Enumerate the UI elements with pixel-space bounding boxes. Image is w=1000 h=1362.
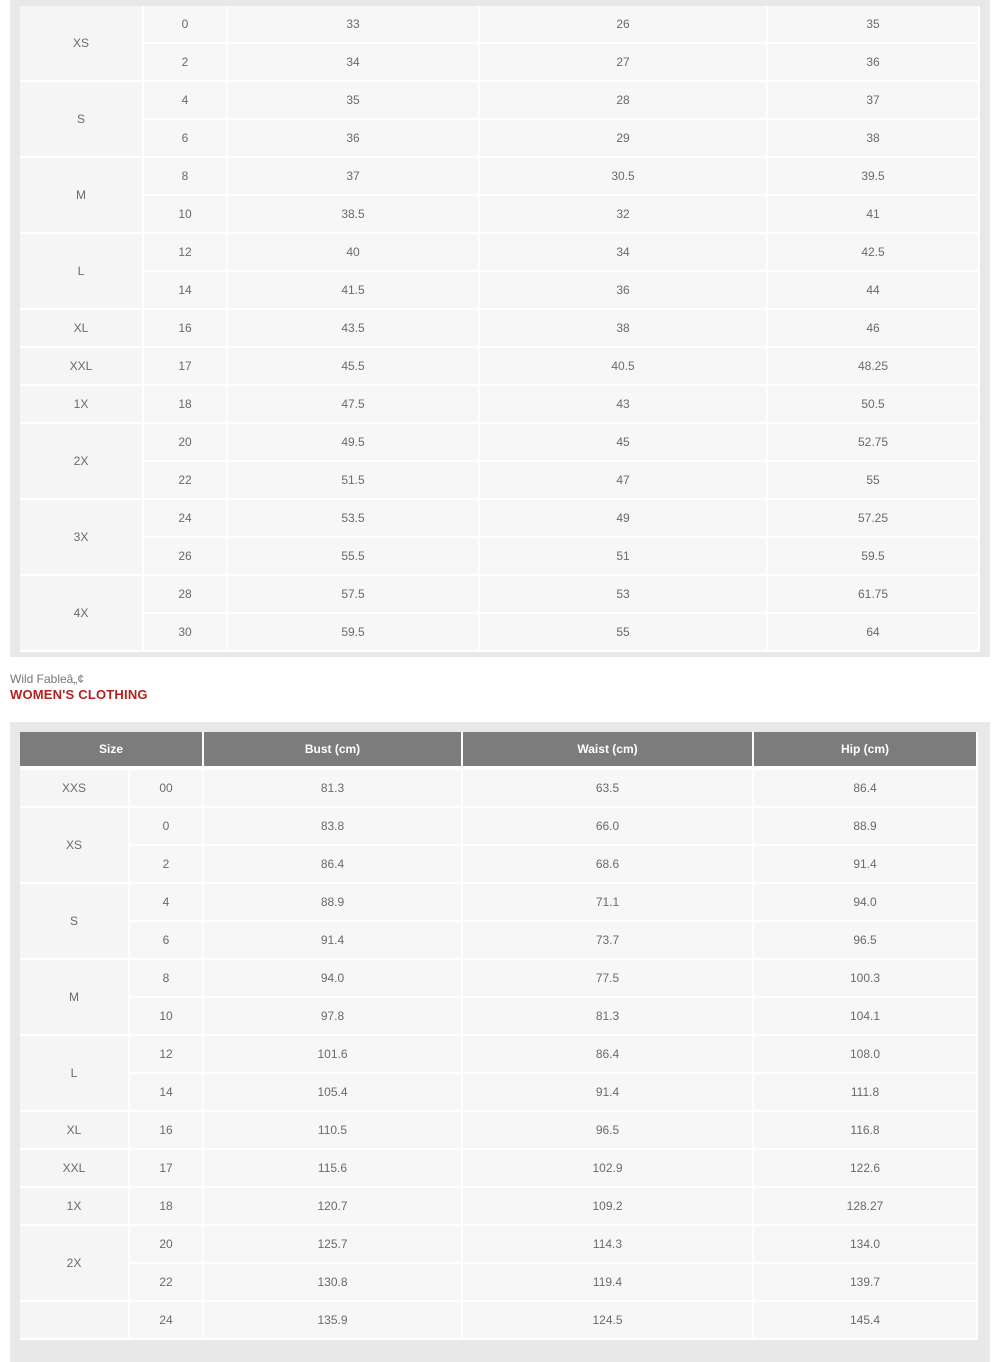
waist-cell: 102.9	[463, 1150, 754, 1188]
us-size-cell: 24	[144, 500, 228, 538]
table-row	[20, 272, 980, 310]
bust-cell: 34	[228, 44, 480, 82]
bust-cell: 51.5	[228, 462, 480, 500]
table-row	[20, 348, 980, 386]
us-size-cell: 8	[130, 960, 204, 998]
waist-cell: 124.5	[463, 1302, 754, 1340]
header-hip: Hip (cm)	[754, 732, 978, 770]
us-size-cell: 14	[130, 1074, 204, 1112]
size-chart-cm-table	[20, 732, 978, 1340]
hip-cell: 145.4	[754, 1302, 978, 1340]
hip-cell: 86.4	[754, 770, 978, 808]
hip-cell: 108.0	[754, 1036, 978, 1074]
size-chart-cm-body	[20, 770, 978, 1340]
bust-cell: 94.0	[204, 960, 463, 998]
hip-cell: 46	[768, 310, 980, 348]
table-row	[20, 310, 980, 348]
hip-cell: 88.9	[754, 808, 978, 846]
bust-cell: 110.5	[204, 1112, 463, 1150]
size-label-cell: L	[20, 1036, 130, 1112]
bust-cell: 105.4	[204, 1074, 463, 1112]
bust-cell: 135.9	[204, 1302, 463, 1340]
bust-cell: 120.7	[204, 1188, 463, 1226]
table-row	[20, 1188, 978, 1226]
waist-cell: 53	[480, 576, 768, 614]
waist-cell: 36	[480, 272, 768, 310]
table-row	[20, 846, 978, 884]
waist-cell: 63.5	[463, 770, 754, 808]
hip-cell: 38	[768, 120, 980, 158]
us-size-cell: 28	[144, 576, 228, 614]
waist-cell: 26	[480, 6, 768, 44]
bust-cell: 88.9	[204, 884, 463, 922]
table-row	[20, 538, 980, 576]
us-size-cell: 8	[144, 158, 228, 196]
hip-cell: 59.5	[768, 538, 980, 576]
us-size-cell: 12	[130, 1036, 204, 1074]
hip-cell: 61.75	[768, 576, 980, 614]
us-size-cell: 20	[130, 1226, 204, 1264]
bust-cell: 55.5	[228, 538, 480, 576]
us-size-cell: 18	[130, 1188, 204, 1226]
table-row	[20, 1036, 978, 1074]
waist-cell: 71.1	[463, 884, 754, 922]
size-label-cell: XS	[20, 6, 144, 82]
waist-cell: 47	[480, 462, 768, 500]
bust-cell: 57.5	[228, 576, 480, 614]
size-label-cell: 4X	[20, 576, 144, 652]
size-chart-inches-panel	[10, 0, 990, 657]
waist-cell: 30.5	[480, 158, 768, 196]
us-size-cell: 12	[144, 234, 228, 272]
hip-cell: 57.25	[768, 500, 980, 538]
waist-cell: 91.4	[463, 1074, 754, 1112]
hip-cell: 64	[768, 614, 980, 652]
us-size-cell: 17	[144, 348, 228, 386]
size-label-cell: L	[20, 234, 144, 310]
table-row	[20, 922, 978, 960]
size-label-cell: 2X	[20, 424, 144, 500]
size-label-cell: XXL	[20, 1150, 130, 1188]
hip-cell: 104.1	[754, 998, 978, 1036]
hip-cell: 100.3	[754, 960, 978, 998]
size-label-cell: 1X	[20, 386, 144, 424]
hip-cell: 42.5	[768, 234, 980, 272]
waist-cell: 77.5	[463, 960, 754, 998]
hip-cell: 116.8	[754, 1112, 978, 1150]
us-size-cell: 0	[130, 808, 204, 846]
waist-cell: 73.7	[463, 922, 754, 960]
waist-cell: 86.4	[463, 1036, 754, 1074]
us-size-cell: 10	[130, 998, 204, 1036]
bust-cell: 33	[228, 6, 480, 44]
hip-cell: 37	[768, 82, 980, 120]
header-size: Size	[20, 732, 204, 770]
table-row	[20, 6, 980, 44]
waist-cell: 55	[480, 614, 768, 652]
waist-cell: 32	[480, 196, 768, 234]
size-chart-cm-panel	[10, 722, 990, 1362]
waist-cell: 68.6	[463, 846, 754, 884]
bust-cell: 83.8	[204, 808, 463, 846]
us-size-cell: 16	[144, 310, 228, 348]
waist-cell: 40.5	[480, 348, 768, 386]
size-chart-inches-table	[20, 6, 980, 652]
table-row	[20, 1264, 978, 1302]
table-row	[20, 960, 978, 998]
size-label-cell: M	[20, 158, 144, 234]
size-label-cell: 2X	[20, 1226, 130, 1302]
hip-cell: 50.5	[768, 386, 980, 424]
waist-cell: 29	[480, 120, 768, 158]
size-label-cell	[20, 1302, 130, 1340]
waist-cell: 38	[480, 310, 768, 348]
bust-cell: 40	[228, 234, 480, 272]
hip-cell: 96.5	[754, 922, 978, 960]
us-size-cell: 10	[144, 196, 228, 234]
header-row	[20, 732, 978, 770]
waist-cell: 114.3	[463, 1226, 754, 1264]
table-row	[20, 462, 980, 500]
bust-cell: 49.5	[228, 424, 480, 462]
us-size-cell: 0	[144, 6, 228, 44]
us-size-cell: 17	[130, 1150, 204, 1188]
us-size-cell: 30	[144, 614, 228, 652]
bust-cell: 47.5	[228, 386, 480, 424]
table-row	[20, 614, 980, 652]
size-label-cell: S	[20, 884, 130, 960]
us-size-cell: 24	[130, 1302, 204, 1340]
size-label-cell: M	[20, 960, 130, 1036]
bust-cell: 38.5	[228, 196, 480, 234]
us-size-cell: 18	[144, 386, 228, 424]
table-row	[20, 998, 978, 1036]
waist-cell: 66.0	[463, 808, 754, 846]
brand-name: Wild Fableâ„¢	[10, 672, 85, 686]
header-bust: Bust (cm)	[204, 732, 463, 770]
size-label-cell: XL	[20, 310, 144, 348]
bust-cell: 130.8	[204, 1264, 463, 1302]
hip-cell: 39.5	[768, 158, 980, 196]
us-size-cell: 6	[130, 922, 204, 960]
bust-cell: 115.6	[204, 1150, 463, 1188]
header-waist: Waist (cm)	[463, 732, 754, 770]
table-row	[20, 1150, 978, 1188]
bust-cell: 101.6	[204, 1036, 463, 1074]
table-row	[20, 44, 980, 82]
bust-cell: 36	[228, 120, 480, 158]
table-row	[20, 158, 980, 196]
table-row	[20, 1302, 978, 1340]
bust-cell: 35	[228, 82, 480, 120]
hip-cell: 41	[768, 196, 980, 234]
table-row	[20, 884, 978, 922]
bust-cell: 45.5	[228, 348, 480, 386]
bust-cell: 59.5	[228, 614, 480, 652]
bust-cell: 37	[228, 158, 480, 196]
section-title: WOMEN'S CLOTHING	[10, 687, 148, 702]
waist-cell: 96.5	[463, 1112, 754, 1150]
hip-cell: 122.6	[754, 1150, 978, 1188]
size-label-cell: XXS	[20, 770, 130, 808]
waist-cell: 43	[480, 386, 768, 424]
waist-cell: 28	[480, 82, 768, 120]
table-row	[20, 120, 980, 158]
waist-cell: 34	[480, 234, 768, 272]
table-row	[20, 1112, 978, 1150]
waist-cell: 49	[480, 500, 768, 538]
hip-cell: 36	[768, 44, 980, 82]
us-size-cell: 2	[144, 44, 228, 82]
us-size-cell: 4	[144, 82, 228, 120]
us-size-cell: 20	[144, 424, 228, 462]
bust-cell: 43.5	[228, 310, 480, 348]
size-label-cell: 3X	[20, 500, 144, 576]
table-row	[20, 196, 980, 234]
us-size-cell: 4	[130, 884, 204, 922]
bust-cell: 41.5	[228, 272, 480, 310]
table-row	[20, 808, 978, 846]
bust-cell: 125.7	[204, 1226, 463, 1264]
hip-cell: 94.0	[754, 884, 978, 922]
hip-cell: 134.0	[754, 1226, 978, 1264]
hip-cell: 91.4	[754, 846, 978, 884]
size-label-cell: 1X	[20, 1188, 130, 1226]
bust-cell: 91.4	[204, 922, 463, 960]
waist-cell: 45	[480, 424, 768, 462]
waist-cell: 27	[480, 44, 768, 82]
waist-cell: 119.4	[463, 1264, 754, 1302]
table-row	[20, 1226, 978, 1264]
us-size-cell: 2	[130, 846, 204, 884]
hip-cell: 35	[768, 6, 980, 44]
size-chart-inches-body	[20, 6, 980, 652]
us-size-cell: 00	[130, 770, 204, 808]
bust-cell: 81.3	[204, 770, 463, 808]
table-row	[20, 386, 980, 424]
us-size-cell: 26	[144, 538, 228, 576]
bust-cell: 53.5	[228, 500, 480, 538]
hip-cell: 52.75	[768, 424, 980, 462]
bust-cell: 86.4	[204, 846, 463, 884]
hip-cell: 55	[768, 462, 980, 500]
hip-cell: 128.27	[754, 1188, 978, 1226]
table-row	[20, 770, 978, 808]
table-row	[20, 424, 980, 462]
bust-cell: 97.8	[204, 998, 463, 1036]
size-label-cell: XXL	[20, 348, 144, 386]
table-row	[20, 1074, 978, 1112]
us-size-cell: 14	[144, 272, 228, 310]
waist-cell: 109.2	[463, 1188, 754, 1226]
hip-cell: 139.7	[754, 1264, 978, 1302]
size-label-cell: XS	[20, 808, 130, 884]
table-row	[20, 82, 980, 120]
us-size-cell: 22	[144, 462, 228, 500]
us-size-cell: 16	[130, 1112, 204, 1150]
waist-cell: 51	[480, 538, 768, 576]
hip-cell: 111.8	[754, 1074, 978, 1112]
table-row	[20, 234, 980, 272]
table-row	[20, 500, 980, 538]
waist-cell: 81.3	[463, 998, 754, 1036]
hip-cell: 44	[768, 272, 980, 310]
size-label-cell: XL	[20, 1112, 130, 1150]
table-row	[20, 576, 980, 614]
us-size-cell: 22	[130, 1264, 204, 1302]
us-size-cell: 6	[144, 120, 228, 158]
size-label-cell: S	[20, 82, 144, 158]
hip-cell: 48.25	[768, 348, 980, 386]
